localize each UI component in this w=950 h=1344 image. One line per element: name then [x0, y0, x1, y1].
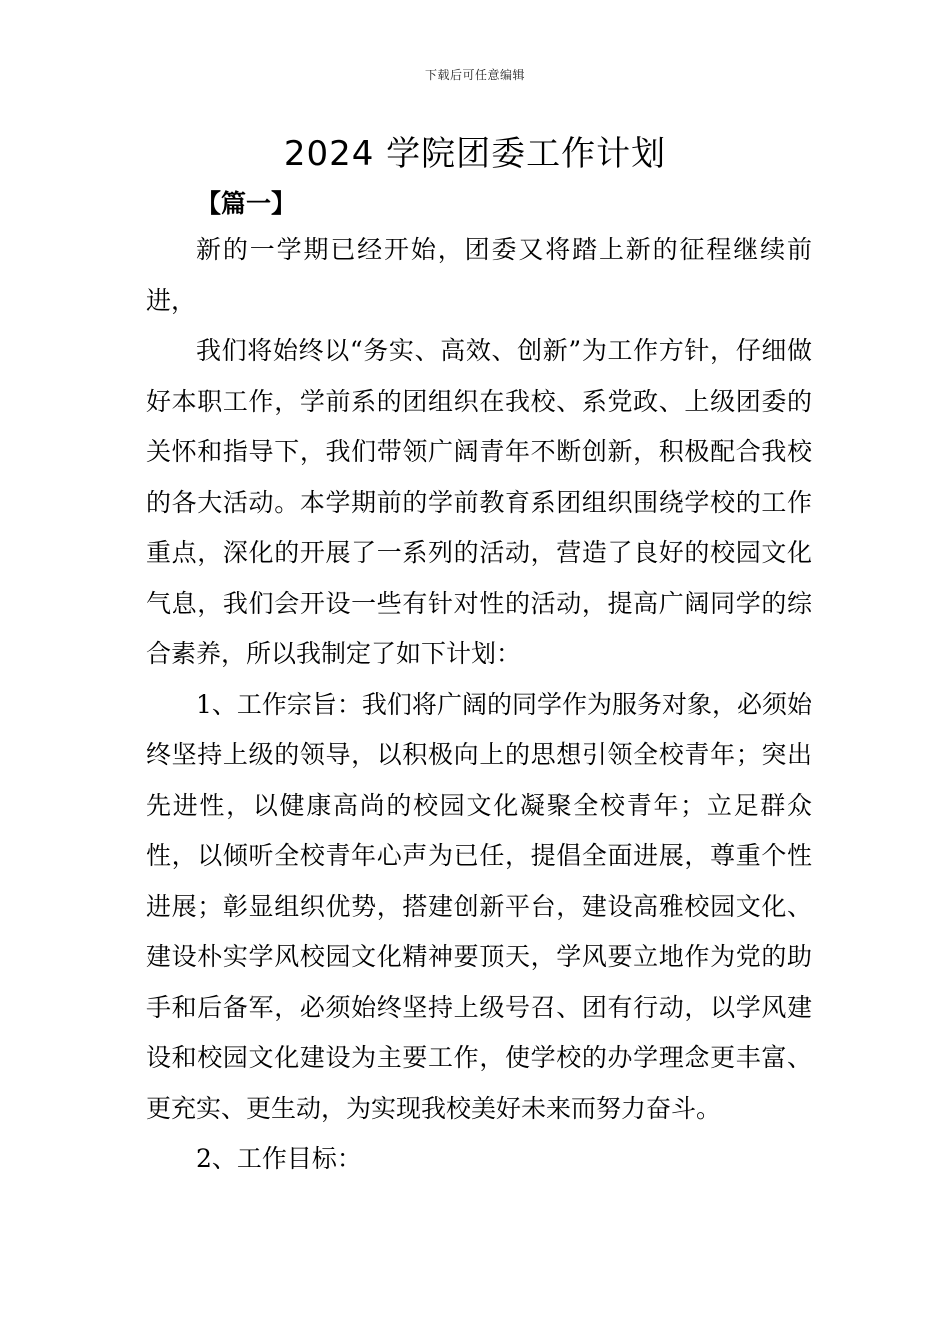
- paragraph-intro: 新的一学期已经开始，团委又将踏上新的征程继续前进，: [146, 235, 812, 315]
- paragraph-policy: 我们将始终以“务实、高效、创新”为工作方针，仔细做好本职工作，学前系的团组织在我校、系党政、上级团委的关怀和指导下，我们带领广阔青年不断创新，积极配合我校的各大活动。本学期前的学前教育系团组织围绕学校的工作重点，深化的开展了一系列的活动，营造了良好的校园文化气息，我们会开设一些有针对性的活动，提高广阔同学的综合素养，所以我制定了如下计划：: [146, 336, 812, 668]
- document-body: [146, 225, 812, 1185]
- section-label: 【篇一】: [196, 189, 297, 218]
- header-note: 下载后可任意编辑: [424, 68, 525, 82]
- document-title: 2024 学院团委工作计划: [283, 134, 667, 174]
- paragraph-goals-heading: 2、工作目标：: [196, 1144, 362, 1173]
- paragraph-purpose: 1、工作宗旨：我们将广阔的同学作为服务对象，必须始终坚持上级的领导，以积极向上的思想引领全校青年；突出先进性，以健康高尚的校园文化凝聚全校青年；立足群众性，以倾听全校青年心声为已任，提倡全面进展，尊重个性进展；彰显组织优势，搭建创新平台，建设高雅校园文化、建设朴实学风校园文化精神要顶天，学风要立地作为党的助手和后备军，必须始终坚持上级号召、团有行动，以学风建设和校园文化建设为主要工作，使学校的办学理念更丰富、更充实、更生动，为实现我校美好未来而努力奋斗。: [146, 689, 812, 1123]
